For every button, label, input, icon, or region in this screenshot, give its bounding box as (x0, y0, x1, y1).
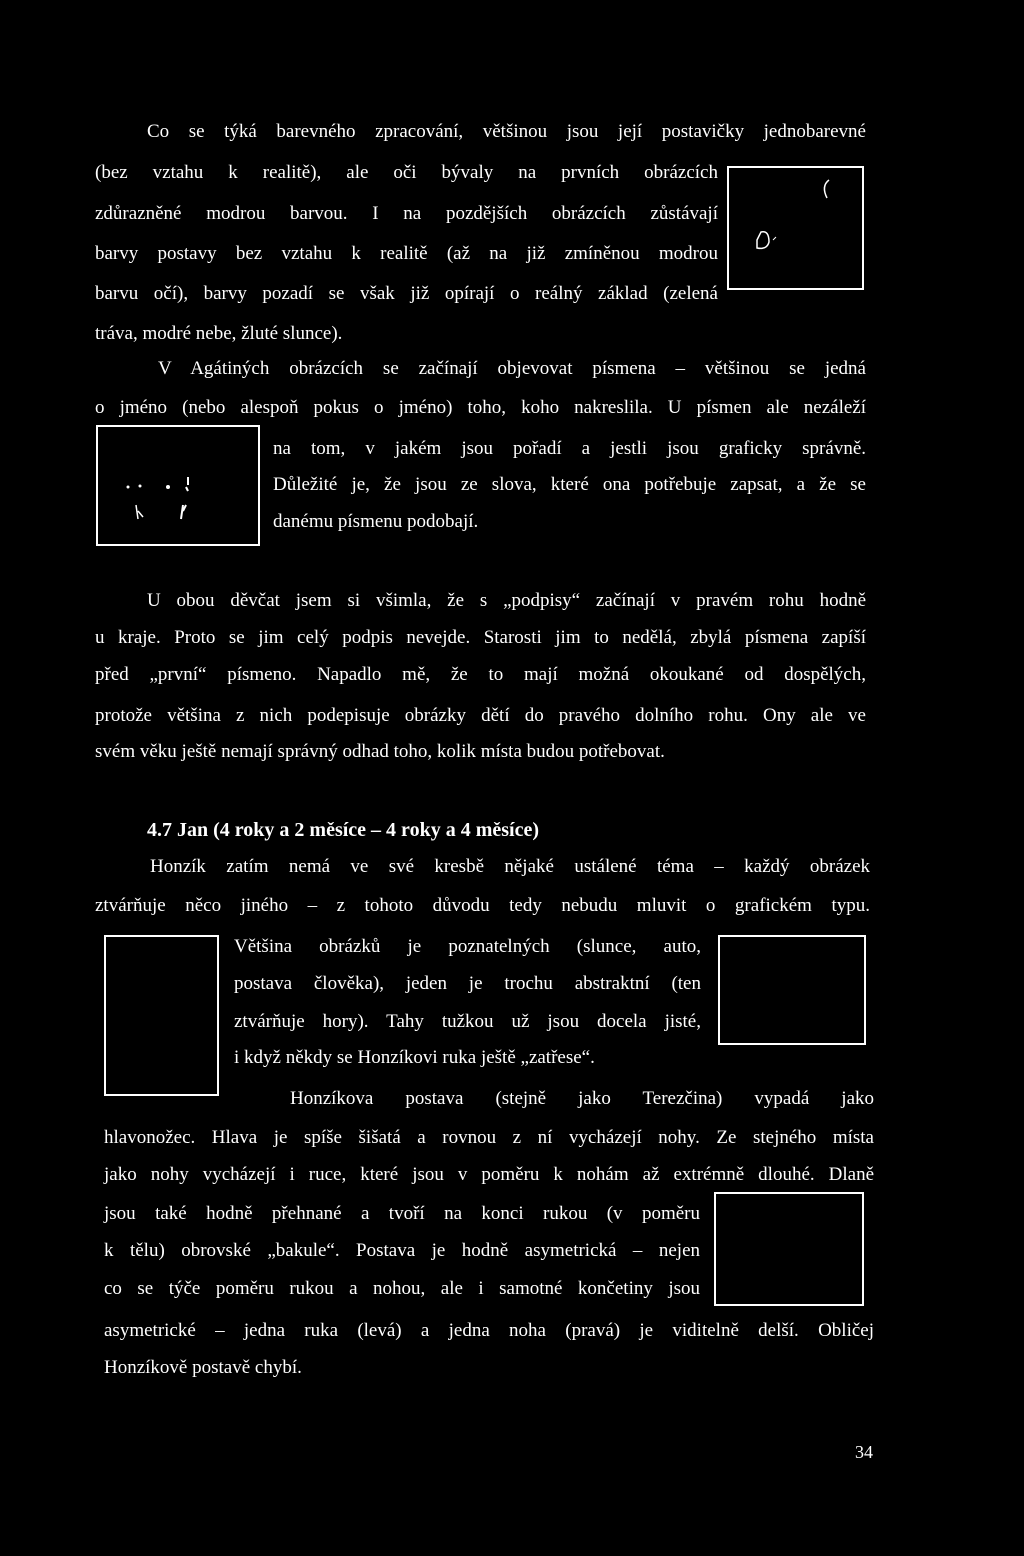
text-line: hlavonožec. Hlava je spíše šišatá a rovnou z ní vycházejí nohy. Ze stejného místa (104, 1127, 874, 1148)
text-line: U obou děvčat jsem si všimla, že s „podpisy“ začínají v pravém rohu hodně (147, 590, 866, 611)
text-line: ztvárňuje něco jiného – z tohoto důvodu tedy nebudu mluvit o grafickém typu. (95, 895, 870, 916)
text-line: tráva, modré nebe, žluté slunce). (95, 323, 343, 344)
drawing-sketch (98, 427, 262, 548)
text-line: ztvárňuje hory). Tahy tužkou už jsou docela jisté, (234, 1011, 701, 1032)
text-line: na tom, v jakém jsou pořadí a jestli jsou graficky správně. (273, 438, 866, 459)
text-line: k tělu) obrovské „bakule“. Postava je hodně asymetrická – nejen (104, 1240, 700, 1261)
text-line: asymetrické – jedna ruka (levá) a jedna noha (pravá) je viditelně delší. Obličej (104, 1320, 874, 1341)
text-line: postava člověka), jeden je trochu abstraktní (ten (234, 973, 701, 994)
text-line: V Agátiných obrázcích se začínají objevovat písmena – většinou se jedná (158, 358, 866, 379)
text-line: svém věku ještě nemají správný odhad toho, kolik místa budou potřebovat. (95, 741, 665, 762)
image-frame (718, 935, 866, 1045)
text-line: u kraje. Proto se jim celý podpis nevejde. Starosti jim to nedělá, zbylá písmena zapíší (95, 627, 866, 648)
drawing-sketch (729, 168, 866, 292)
text-line: co se týče poměru rukou a nohou, ale i samotné končetiny jsou (104, 1278, 700, 1299)
text-line: o jméno (nebo alespoň pokus o jméno) toho, koho nakreslila. U písmen ale nezáleží (95, 397, 866, 418)
text-line: i když někdy se Honzíkovi ruka ještě „zatřese“. (234, 1047, 595, 1068)
text-line: Většina obrázků je poznatelných (slunce, auto, (234, 936, 701, 957)
text-line: před „první“ písmeno. Napadlo mě, že to mají možná okoukané od dospělých, (95, 664, 866, 685)
text-line: Honzíkova postava (stejně jako Terezčina) vypadá jako (290, 1088, 874, 1109)
text-line: jako nohy vycházejí i ruce, které jsou v poměru k nohám až extrémně dlouhé. Dlaně (104, 1164, 874, 1185)
text-line: barvu očí), barvy pozadí se však již opírají o reálný základ (zelená (95, 283, 718, 304)
text-line: barvy postavy bez vztahu k realitě (až na již zmíněnou modrou (95, 243, 718, 264)
text-line: (bez vztahu k realitě), ale oči bývaly na prvních obrázcích (95, 162, 718, 183)
text-line: zdůrazněné modrou barvou. I na pozdějších obrázcích zůstávají (95, 203, 718, 224)
image-frame (96, 425, 260, 546)
text-line: Honzík zatím nemá ve své kresbě nějaké ustálené téma – každý obrázek (150, 856, 870, 877)
text-line: Co se týká barevného zpracování, většinou jsou její postavičky jednobarevné (147, 121, 866, 142)
text-line: Důležité je, že jsou ze slova, které ona potřebuje zapsat, a že se (273, 474, 866, 495)
text-line: protože většina z nich podepisuje obrázky dětí do pravého dolního rohu. Ony ale ve (95, 705, 866, 726)
text-line: Honzíkově postavě chybí. (104, 1357, 302, 1378)
section-heading: 4.7 Jan (4 roky a 2 měsíce – 4 roky a 4 měsíce) (147, 819, 539, 841)
text-line: jsou také hodně přehnané a tvoří na konci rukou (v poměru (104, 1203, 700, 1224)
image-frame (104, 935, 219, 1096)
page-number: 34 (855, 1442, 873, 1462)
text-line: danému písmenu podobají. (273, 511, 479, 532)
image-frame (727, 166, 864, 290)
image-frame (714, 1192, 864, 1306)
